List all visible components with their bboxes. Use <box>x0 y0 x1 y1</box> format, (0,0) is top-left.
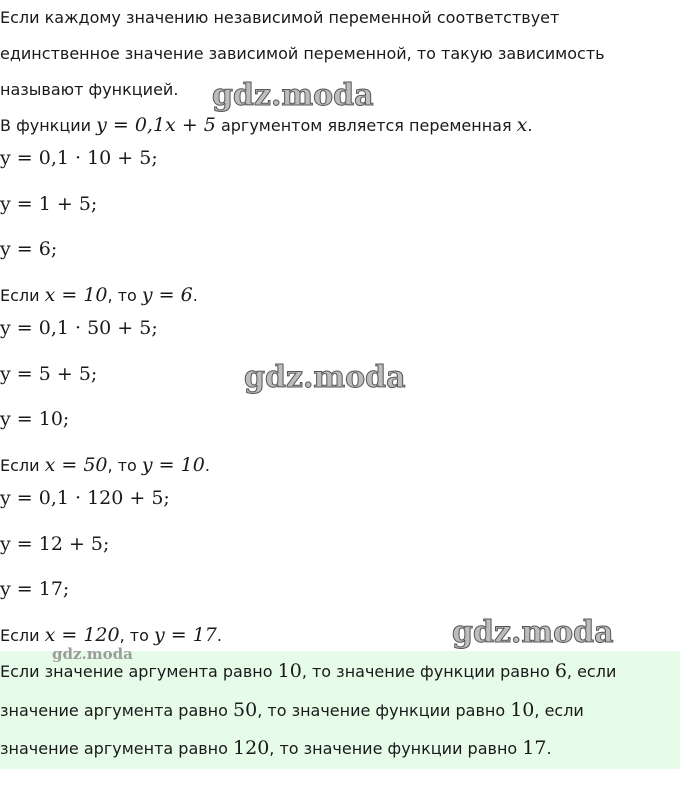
intro-prefix: В функции <box>0 116 97 135</box>
answer-text: , если <box>566 662 617 681</box>
conclusion-x: x = 120 <box>44 624 120 646</box>
intro-sentence <box>0 115 532 136</box>
function-formula: y = 0,1x + 5 <box>96 114 216 136</box>
conclusion-y: y = 6 <box>141 284 193 306</box>
theory-line-1: Если каждому значению независимой переменной соответствует <box>0 8 560 27</box>
answer-text: , то значение функции равно <box>257 701 511 720</box>
conclusion-suffix: . <box>204 456 210 475</box>
watermark-logo: gdz.moda <box>212 78 374 113</box>
answer-text: Если значение аргумента равно <box>0 662 278 681</box>
answer-line-1 <box>0 661 616 682</box>
case2-conclusion <box>0 455 210 476</box>
conclusion-y: y = 17 <box>153 624 217 646</box>
answer-number: 6 <box>554 660 567 682</box>
answer-number: 10 <box>277 660 302 682</box>
answer-number: 10 <box>510 699 535 721</box>
case2-step-1: y = 0,1 · 50 + 5; <box>0 317 158 339</box>
conclusion-suffix: . <box>192 286 198 305</box>
conclusion-prefix: Если <box>0 626 45 645</box>
watermark-logo: gdz.moda <box>452 615 614 650</box>
case3-step-2: y = 12 + 5; <box>0 533 110 555</box>
intro-suffix: . <box>527 116 533 135</box>
answer-text: значение аргумента равно <box>0 701 234 720</box>
case1-step-1: y = 0,1 · 10 + 5; <box>0 147 158 169</box>
answer-text: значение аргумента равно <box>0 739 234 758</box>
answer-text: , если <box>534 701 584 720</box>
conclusion-x: x = 10 <box>44 284 108 306</box>
case2-step-2: y = 5 + 5; <box>0 363 98 385</box>
answer-text: , то значение функции равно <box>269 739 523 758</box>
conclusion-middle: , то <box>119 626 154 645</box>
case1-step-3: y = 6; <box>0 238 58 260</box>
case1-conclusion <box>0 285 198 306</box>
answer-number: 17 <box>522 737 547 759</box>
answer-number: 50 <box>233 699 258 721</box>
case3-conclusion <box>0 625 222 646</box>
conclusion-x: x = 50 <box>44 454 108 476</box>
answer-text: , то значение функции равно <box>301 662 555 681</box>
case2-step-3: y = 10; <box>0 408 70 430</box>
theory-line-2: единственное значение зависимой переменной, то такую зависимость <box>0 44 605 63</box>
conclusion-y: y = 10 <box>141 454 205 476</box>
intro-middle: аргументом является переменная <box>215 116 517 135</box>
answer-text: . <box>546 739 552 758</box>
case1-step-2: y = 1 + 5; <box>0 193 98 215</box>
theory-line-3: называют функцией. <box>0 80 179 99</box>
conclusion-suffix: . <box>216 626 222 645</box>
case3-step-1: y = 0,1 · 120 + 5; <box>0 487 170 509</box>
answer-number: 120 <box>233 737 270 759</box>
argument-variable: x <box>516 114 528 136</box>
answer-line-2 <box>0 700 584 721</box>
conclusion-middle: , то <box>107 286 142 305</box>
conclusion-middle: , то <box>107 456 142 475</box>
conclusion-prefix: Если <box>0 286 45 305</box>
watermark-logo-small: gdz.moda <box>52 645 133 663</box>
case3-step-3: y = 17; <box>0 578 70 600</box>
answer-line-3 <box>0 738 552 759</box>
conclusion-prefix: Если <box>0 456 45 475</box>
watermark-logo: gdz.moda <box>244 360 406 395</box>
